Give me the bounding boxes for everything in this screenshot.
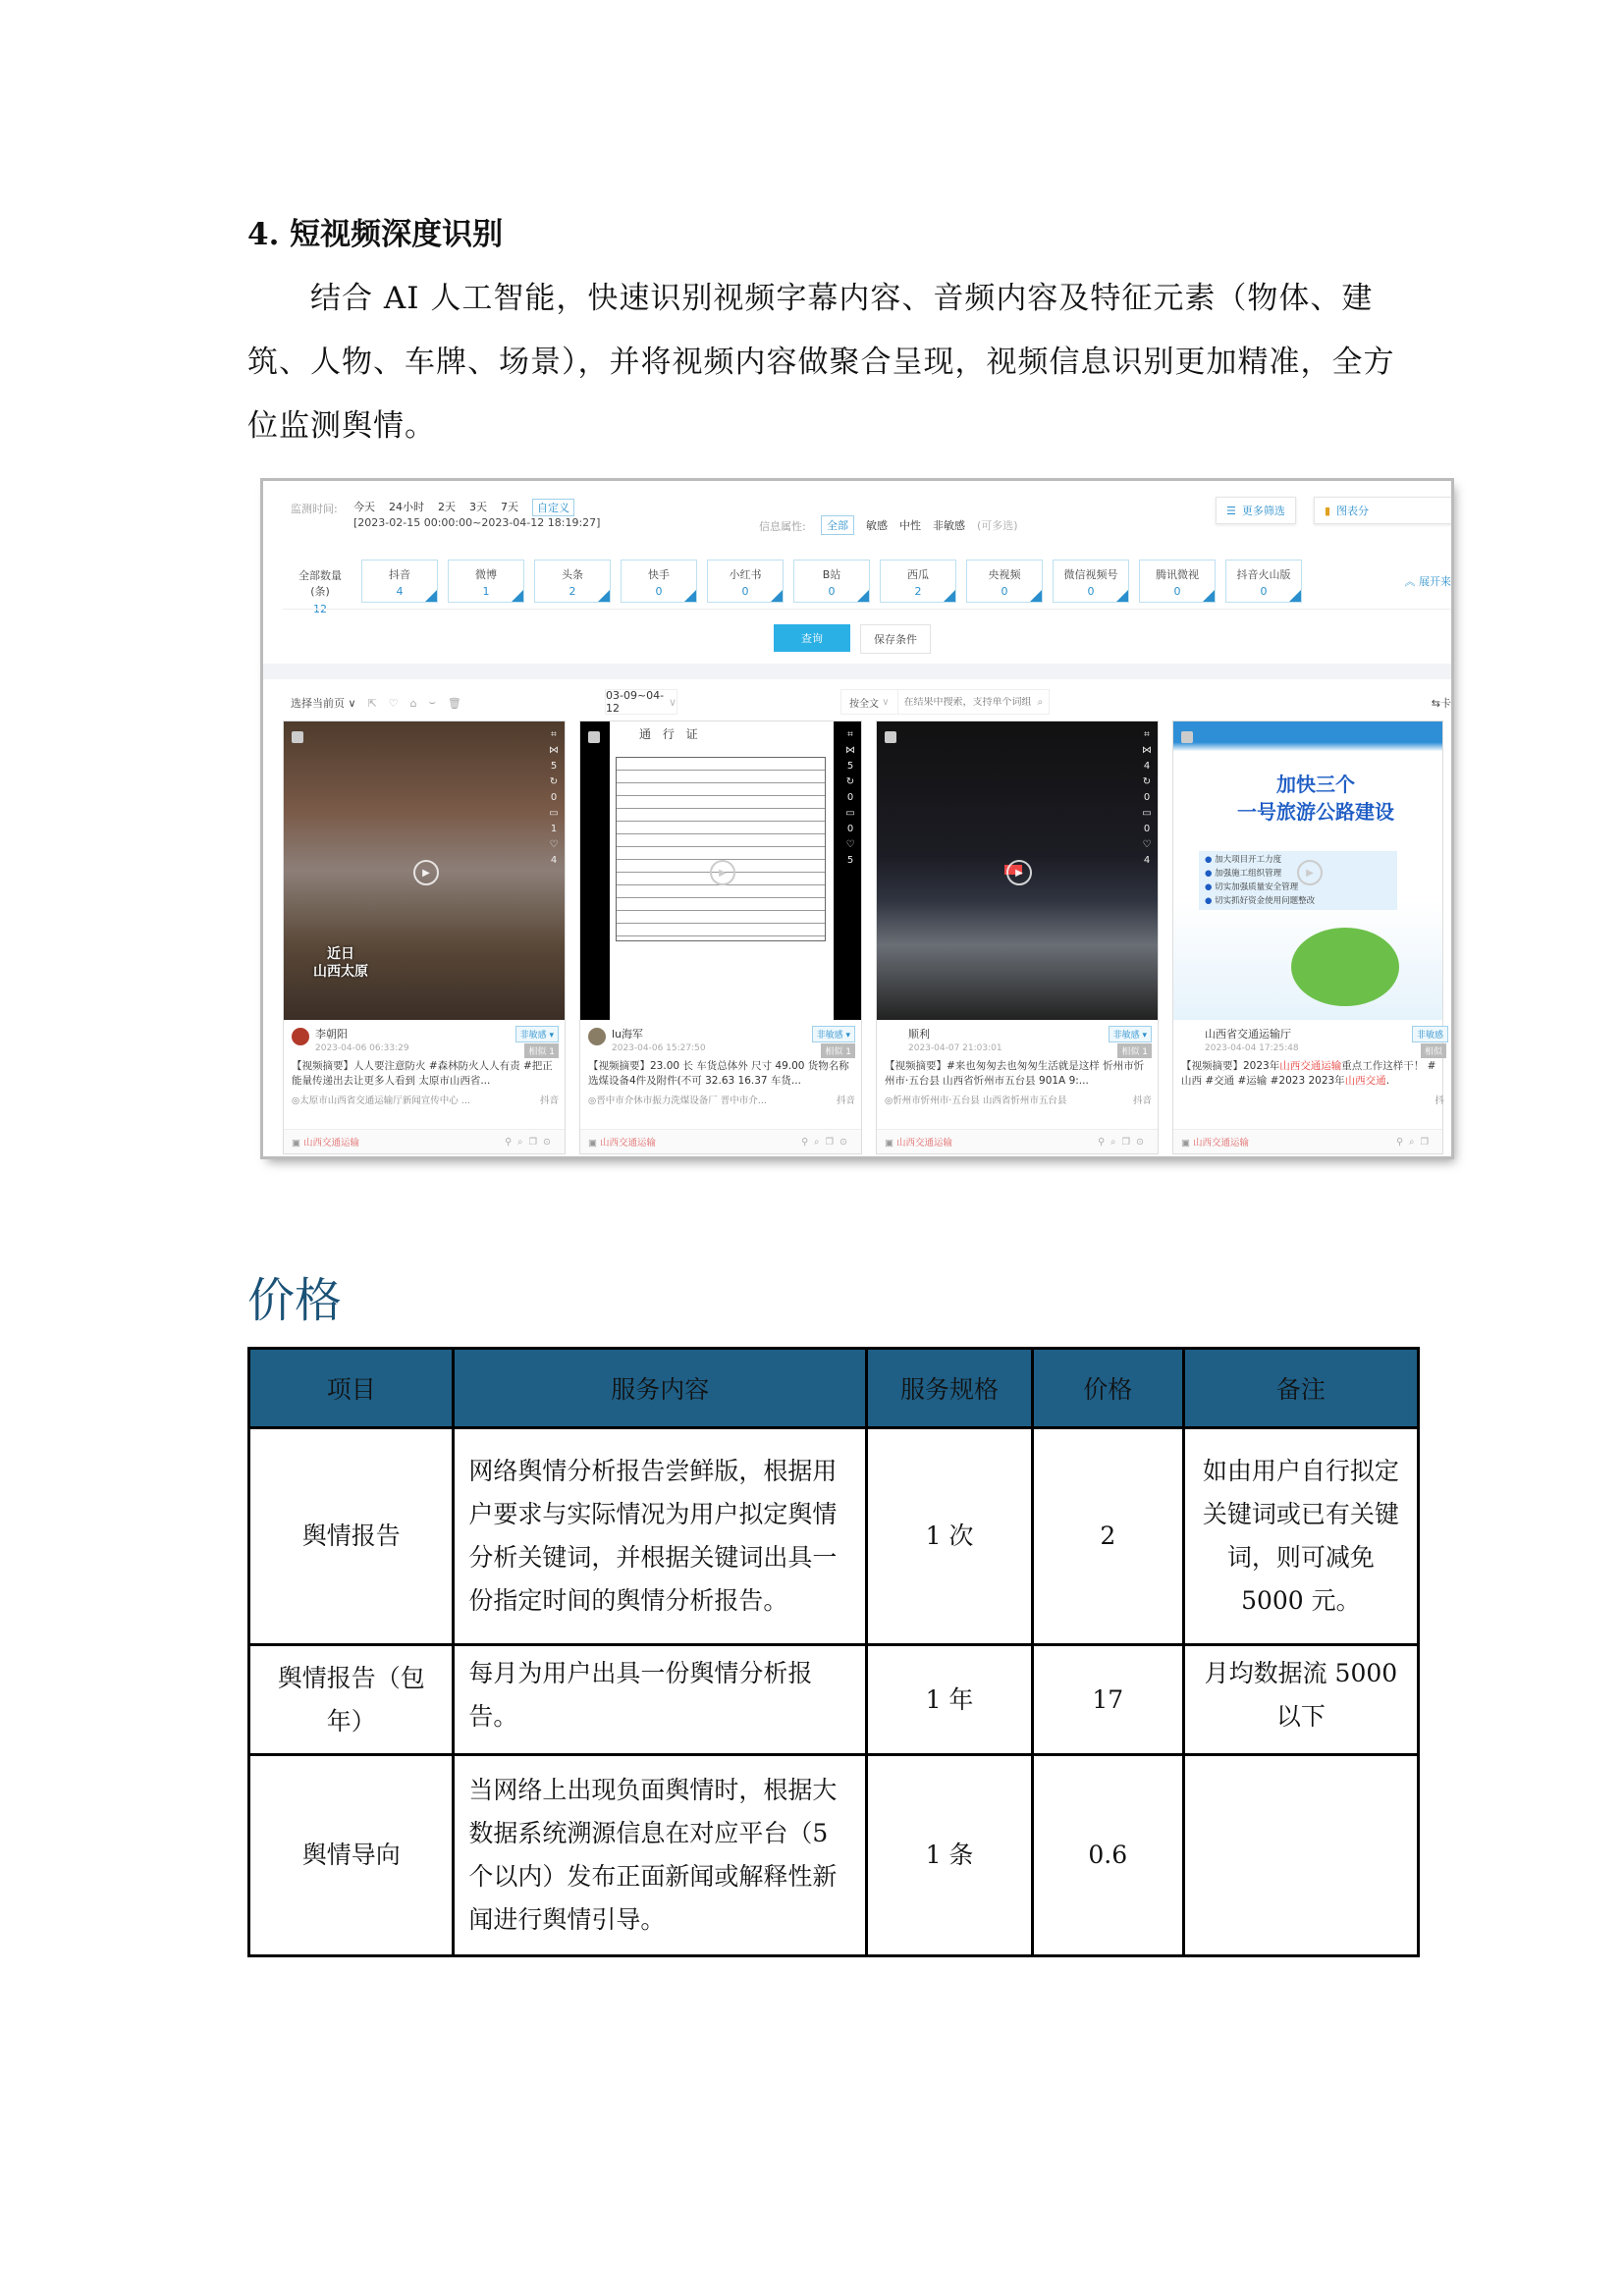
platform-name: 抖音火山版 xyxy=(1236,568,1291,581)
avatar xyxy=(588,1028,606,1045)
platform-count: 0 xyxy=(1087,585,1095,598)
cell-spec: 1 次 xyxy=(867,1428,1033,1645)
platform-name: B站 xyxy=(822,568,841,581)
source-platform: 抖音 xyxy=(1132,1095,1152,1106)
platform-filter[interactable] xyxy=(534,560,611,603)
cell-item: 舆情报告（包年） xyxy=(249,1645,454,1755)
cell-price: 0.6 xyxy=(1032,1755,1183,1956)
time-option-custom[interactable]: 自定义 xyxy=(532,499,574,516)
like-count: 5 xyxy=(846,855,854,866)
inspect-icon[interactable]: ⌕ xyxy=(1409,1136,1421,1148)
author-name[interactable]: 山西省交通运输厅 xyxy=(1205,1028,1291,1041)
platform-name: 抖音 xyxy=(389,568,410,581)
section-separator xyxy=(263,664,1451,679)
query-button[interactable]: 查询 xyxy=(774,624,850,652)
results-toolbar xyxy=(291,695,461,711)
attr-option-neutral[interactable]: 中性 xyxy=(899,519,921,532)
more-icon[interactable]: ⊙ xyxy=(543,1136,557,1148)
cell-content: 每月为用户出具一份舆情分析报告。 xyxy=(454,1645,867,1755)
inspect-icon[interactable]: ⌕ xyxy=(517,1136,529,1148)
share-icon: ⋈ xyxy=(549,745,559,756)
platform-count: 0 xyxy=(828,585,836,598)
account-label: 山西交通运输 xyxy=(896,1138,953,1148)
video-thumbnail[interactable] xyxy=(580,721,861,1020)
bullet-item: ● 切实加强质量安全管理 xyxy=(1205,882,1299,892)
table-row xyxy=(249,1428,1419,1645)
embedded-screenshot xyxy=(263,481,1451,1156)
author-name[interactable]: lu海军 xyxy=(612,1028,644,1041)
forward-count: 0 xyxy=(550,792,558,803)
sentiment-label: 非敏感 xyxy=(1416,1031,1443,1041)
card-meta xyxy=(580,1020,861,1134)
sentiment-dropdown[interactable]: 非敏感 ▾ xyxy=(1109,1026,1152,1042)
play-icon[interactable]: ▶ xyxy=(413,860,439,885)
check-corner-icon xyxy=(857,590,869,602)
price-title: 价格 xyxy=(247,1273,343,1328)
cell-note: 月均数据流 5000 以下 xyxy=(1183,1645,1418,1755)
location: ◎太原市山西省交通运输厅新闻宣传中心 ... xyxy=(292,1095,470,1106)
play-icon[interactable]: ▶ xyxy=(710,860,735,885)
summary-text: 【视频摘要】2023年 xyxy=(1181,1060,1280,1072)
account-label: 山西交通运输 xyxy=(1193,1138,1250,1148)
platform-count: 1 xyxy=(482,585,490,598)
time-option-7d[interactable]: 7天 xyxy=(501,501,518,513)
recognize-icon[interactable]: ⌗ xyxy=(847,729,853,740)
video-overlay-text: 近日 山西太原 xyxy=(313,946,368,980)
platform-name: 小红书 xyxy=(729,568,762,581)
trash-icon[interactable]: 🗑 xyxy=(447,696,461,710)
header-note: 备注 xyxy=(1183,1349,1418,1428)
monitor-account[interactable] xyxy=(588,1135,656,1148)
time-option-2d[interactable]: 2天 xyxy=(438,501,456,513)
card-footer xyxy=(580,1129,861,1153)
cell-content: 当网络上出现负面舆情时，根据大数据系统溯源信息在对应平台（5 个以内）发布正面新闻或解释性新闻进行舆情引导。 xyxy=(454,1755,867,1956)
forward-count: 0 xyxy=(846,792,854,803)
platform-count: 2 xyxy=(914,585,922,598)
comment-icon: ▭ xyxy=(845,808,855,819)
copy-icon[interactable]: ❐ xyxy=(528,1136,544,1148)
sentiment-label: 非敏感 xyxy=(1112,1031,1140,1041)
select-page-label: 选择当前页 xyxy=(291,697,345,710)
card-actions xyxy=(505,1137,557,1148)
platform-count: 0 xyxy=(1260,585,1268,598)
bullet-item: ● 加大项目开工力度 xyxy=(1205,855,1282,865)
cell-price: 17 xyxy=(1032,1645,1183,1755)
summary-highlight: 山西交通运输 xyxy=(1279,1060,1342,1072)
play-icon[interactable]: ▶ xyxy=(1297,860,1323,885)
copy-icon[interactable]: ❐ xyxy=(1121,1136,1137,1148)
like-icon: ♡ xyxy=(1142,839,1152,850)
inspect-icon[interactable]: ⌕ xyxy=(1110,1136,1122,1148)
check-corner-icon xyxy=(1289,590,1301,602)
like-icon: ♡ xyxy=(845,839,855,850)
share-count: 5 xyxy=(846,761,854,772)
chart-analysis-label: 图表分 xyxy=(1336,505,1370,517)
cell-spec: 1 年 xyxy=(867,1645,1033,1755)
card-footer xyxy=(877,1129,1158,1153)
forward-count: 0 xyxy=(1143,792,1151,803)
attr-option-non-sensitive[interactable]: 非敏感 xyxy=(933,519,965,532)
check-corner-icon xyxy=(598,590,610,602)
platform-filter[interactable] xyxy=(1225,560,1302,603)
copy-icon[interactable]: ❐ xyxy=(1420,1136,1435,1148)
forward-icon: ↻ xyxy=(1142,776,1152,787)
cell-note xyxy=(1183,1755,1418,1956)
card-footer xyxy=(1173,1129,1442,1153)
sentiment-label: 非敏感 xyxy=(519,1031,547,1041)
platform-filter[interactable] xyxy=(448,560,524,603)
recognize-icon[interactable]: ⌗ xyxy=(1144,729,1150,740)
card-footer xyxy=(284,1129,565,1153)
inspect-icon[interactable]: ⌕ xyxy=(814,1136,826,1148)
platform-filter[interactable] xyxy=(966,560,1043,603)
more-icon[interactable]: ⊙ xyxy=(1136,1136,1150,1148)
platform-name: 腾讯微视 xyxy=(1156,568,1199,581)
cell-item: 舆情导向 xyxy=(249,1755,454,1956)
link-icon[interactable]: ⚲ xyxy=(505,1136,518,1148)
tree-illustration xyxy=(1291,928,1399,1006)
post-time: 2023-04-07 21:03:01 xyxy=(908,1043,1002,1053)
header-price: 价格 xyxy=(1032,1349,1183,1428)
similar-badge[interactable]: 相似 1 xyxy=(1117,1043,1152,1058)
total-label: 全部数量(条) xyxy=(298,569,342,598)
card-checkbox[interactable] xyxy=(885,731,896,743)
platform-count: 0 xyxy=(1173,585,1181,598)
similar-badge[interactable]: 相似 1 xyxy=(524,1043,559,1058)
hide-eye-icon[interactable]: ⌣ xyxy=(428,696,436,709)
video-stats xyxy=(549,729,559,866)
forward-icon: ↻ xyxy=(549,776,559,787)
save-conditions-button[interactable]: 保存条件 xyxy=(860,624,931,654)
video-thumbnail[interactable] xyxy=(284,721,565,1020)
similar-badge[interactable]: 相似 1 xyxy=(821,1043,855,1058)
card-view-toggle[interactable] xyxy=(1432,695,1451,711)
heart-icon[interactable]: ♡ xyxy=(388,696,399,710)
video-thumbnail[interactable] xyxy=(1173,721,1442,1020)
sentiment-dropdown[interactable] xyxy=(1412,1026,1448,1042)
search-scope-label: 按全文 xyxy=(849,698,879,710)
platform-filter[interactable] xyxy=(1139,560,1216,603)
card-meta xyxy=(877,1020,1158,1134)
bullet-text: 切实抓好资金使用问题整改 xyxy=(1215,896,1316,906)
cell-note: 如由用户自行拟定关键词或已有关键词，则可减免 5000 元。 xyxy=(1183,1428,1418,1645)
platform-filter[interactable] xyxy=(361,560,438,603)
avatar xyxy=(292,1028,309,1045)
check-corner-icon xyxy=(1030,590,1042,602)
divider xyxy=(283,609,1451,610)
time-options xyxy=(353,499,574,516)
share-icon: ⋈ xyxy=(845,745,855,756)
time-option-today[interactable]: 今天 xyxy=(353,501,375,513)
more-icon[interactable]: ⊙ xyxy=(839,1136,853,1148)
video-overlay-text: 加快三个 一号旅游公路建设 xyxy=(1237,773,1394,824)
monitor-account[interactable] xyxy=(292,1135,359,1148)
table-row xyxy=(249,1645,1419,1755)
location: ◎晋中市介休市振力洗煤设备厂 晋中市介... xyxy=(588,1095,767,1106)
attr-option-all[interactable]: 全部 xyxy=(821,515,854,535)
recognize-icon[interactable]: ⌗ xyxy=(551,729,557,740)
author-name[interactable]: 李朝阳 xyxy=(315,1028,348,1041)
location: ◎忻州市忻州市·五台县 山西省忻州市五台县 xyxy=(885,1095,1067,1106)
attr-options xyxy=(821,515,1018,535)
ad-icon: ▣ xyxy=(1181,1138,1193,1148)
card-checkbox[interactable] xyxy=(588,731,600,743)
platform-name: 微博 xyxy=(475,568,497,581)
card-actions xyxy=(801,1137,853,1148)
check-corner-icon xyxy=(771,590,783,602)
account-label: 山西交通运输 xyxy=(303,1138,360,1148)
video-stats xyxy=(845,729,855,866)
monitor-account[interactable] xyxy=(1181,1135,1249,1148)
source-platform: 抖音 xyxy=(539,1095,559,1106)
header-item: 项目 xyxy=(249,1349,454,1428)
list-icon: ☰ xyxy=(1226,504,1236,517)
platform-filter[interactable] xyxy=(793,560,870,603)
video-summary[interactable]: 【视频摘要】人人要注意防火 #森林防火人人有责 #把正能量传递出去让更多人看到 太原市山西省... xyxy=(292,1060,553,1087)
section-heading: 4. 短视频深度识别 xyxy=(247,217,504,252)
expand-sources-button[interactable] xyxy=(1405,573,1452,589)
share-count: 4 xyxy=(1143,761,1151,772)
video-thumbnail[interactable] xyxy=(877,721,1158,1020)
bullet-text: 切实加强质量安全管理 xyxy=(1215,882,1299,892)
more-filter-label: 更多筛选 xyxy=(1241,505,1285,517)
platform-count: 2 xyxy=(568,585,576,598)
sentiment-dropdown[interactable]: 非敏感 ▾ xyxy=(515,1026,559,1042)
play-icon[interactable]: ▶ xyxy=(1006,860,1032,885)
chart-analysis-button[interactable] xyxy=(1314,497,1451,524)
video-card[interactable] xyxy=(283,721,566,1154)
select-page-dropdown[interactable]: 选择当前页 ∨ xyxy=(291,697,356,710)
bullet-item: ● 切实抓好资金使用问题整改 xyxy=(1205,896,1316,906)
check-corner-icon xyxy=(684,590,696,602)
summary-text: . xyxy=(1385,1075,1390,1087)
expand-label: 展开来 xyxy=(1419,575,1451,588)
section-paragraph xyxy=(247,267,1426,458)
card-meta xyxy=(284,1020,565,1134)
attr-hint: (可多选) xyxy=(977,519,1018,532)
time-label: 监测时间: xyxy=(291,503,338,515)
search-icon[interactable]: ⌕ xyxy=(1037,696,1044,708)
copy-icon[interactable]: ❐ xyxy=(825,1136,840,1148)
like-count: 4 xyxy=(1143,855,1151,866)
like-count: 4 xyxy=(550,855,558,866)
more-filter-button[interactable] xyxy=(1216,497,1296,524)
comment-count: 1 xyxy=(550,824,558,834)
share-icon: ⋈ xyxy=(1142,745,1152,756)
source-platform: 抖 xyxy=(1435,1095,1444,1106)
comment-count: 0 xyxy=(846,824,854,834)
switch-icon: ⇆ xyxy=(1431,697,1440,710)
video-card-list xyxy=(283,721,1443,1154)
bullet-item: ● 加强施工组织管理 xyxy=(1205,869,1282,879)
price-table xyxy=(247,1347,1420,1957)
date-range-value: 03-09~04-12 xyxy=(606,689,665,715)
platform-filter[interactable] xyxy=(621,560,697,603)
video-summary[interactable]: 【视频摘要】#来也匆匆去也匆匆生活就是这样 忻州市忻州市·五台县 山西省忻州市五台县 901A 9:... xyxy=(885,1060,1145,1087)
permit-title: 通 行 证 xyxy=(639,727,702,741)
header-content: 服务内容 xyxy=(454,1349,867,1428)
post-time: 2023-04-06 15:27:50 xyxy=(612,1043,706,1053)
platform-count: 4 xyxy=(396,585,404,598)
video-summary[interactable]: 【视频摘要】23.00 长 车货总体外 尺寸 49.00 货物名称 选煤设备4件及附件(不可 32.63 16.37 车货... xyxy=(588,1060,849,1087)
card-actions xyxy=(1396,1137,1435,1148)
platform-filter[interactable] xyxy=(1053,560,1129,603)
link-icon[interactable]: ⚲ xyxy=(801,1136,815,1148)
attr-label: 信息属性: xyxy=(759,520,806,533)
search-input[interactable] xyxy=(898,697,1038,708)
platform-filter[interactable] xyxy=(707,560,784,603)
check-corner-icon xyxy=(1116,590,1128,602)
ad-icon: ▣ xyxy=(588,1138,600,1148)
platform-name: 西瓜 xyxy=(907,568,929,581)
total-value: 12 xyxy=(313,603,327,615)
check-corner-icon xyxy=(425,590,437,602)
sentiment-label: 非敏感 xyxy=(816,1031,843,1041)
comment-icon: ▭ xyxy=(549,808,559,819)
check-corner-icon xyxy=(1203,590,1215,602)
video-summary[interactable] xyxy=(1181,1059,1436,1089)
post-time: 2023-04-06 06:33:29 xyxy=(315,1043,409,1053)
cell-content: 网络舆情分析报告尝鲜版，根据用户要求与实际情况为用户拟定舆情分析关键词，并根据关键词出具一份指定时间的舆情分析报告。 xyxy=(454,1428,867,1645)
like-icon: ♡ xyxy=(549,839,559,850)
table-header-row xyxy=(249,1349,1419,1428)
ad-icon: ▣ xyxy=(885,1138,896,1148)
forward-icon: ↻ xyxy=(845,776,855,787)
bullet-text: 加强施工组织管理 xyxy=(1215,869,1282,879)
link-icon[interactable]: ⚲ xyxy=(1396,1136,1410,1148)
source-platform: 抖音 xyxy=(836,1095,855,1106)
table-row xyxy=(249,1755,1419,1956)
comment-icon: ▭ xyxy=(1142,808,1152,819)
cell-item: 舆情报告 xyxy=(249,1428,454,1645)
card-meta xyxy=(1173,1020,1442,1134)
time-option-24h[interactable]: 24小时 xyxy=(389,501,424,513)
card-checkbox[interactable] xyxy=(292,731,303,743)
card-actions xyxy=(1098,1137,1150,1148)
post-time: 2023-04-04 17:25:48 xyxy=(1205,1043,1299,1053)
platform-count: 0 xyxy=(741,585,749,598)
tag-icon[interactable]: ⌂ xyxy=(409,696,417,710)
bullet-text: 加大项目开工力度 xyxy=(1215,855,1282,865)
paragraph-text: 结合 AI 人工智能，快速识别视频字幕内容、音频内容及特征元素（物体、建筑、人物、车牌、场景），并将视频内容做聚合呈现，视频信息识别更加精准，全方位监测舆情。 xyxy=(247,281,1395,444)
platform-name: 头条 xyxy=(562,568,583,581)
video-bullet-list xyxy=(1199,851,1397,910)
video-card[interactable] xyxy=(1172,721,1443,1154)
chevron-down-icon: ∨ xyxy=(668,695,677,709)
video-card[interactable] xyxy=(876,721,1159,1154)
cell-price: 2 xyxy=(1032,1428,1183,1645)
video-stats xyxy=(1142,729,1152,866)
bar-chart-icon: ▮ xyxy=(1325,504,1331,517)
export-icon[interactable]: ⇱ xyxy=(367,696,377,710)
video-card[interactable] xyxy=(579,721,862,1154)
platform-filter[interactable] xyxy=(880,560,956,603)
author-name[interactable]: 顺利 xyxy=(908,1028,930,1041)
summary-text: 重点工作这样干！ #山西 #交通 #运输 #2023 2023年 xyxy=(1181,1060,1436,1087)
header-spec: 服务规格 xyxy=(867,1349,1033,1428)
attr-option-sensitive[interactable]: 敏感 xyxy=(866,519,888,532)
result-search xyxy=(840,689,1050,715)
chevron-up-icon: ︽ xyxy=(1404,575,1419,588)
platform-count: 0 xyxy=(1001,585,1008,598)
permit-document-image xyxy=(616,757,826,941)
letterbox-left xyxy=(580,721,610,1020)
platform-name: 微信视频号 xyxy=(1063,568,1118,581)
monitor-account[interactable] xyxy=(885,1135,952,1148)
date-range-select[interactable] xyxy=(605,689,677,715)
ad-icon: ▣ xyxy=(292,1138,303,1148)
cell-spec: 1 条 xyxy=(867,1755,1033,1956)
platform-name: 央视频 xyxy=(988,568,1021,581)
share-count: 5 xyxy=(550,761,558,772)
card-view-label: 卡 xyxy=(1440,697,1451,710)
card-checkbox[interactable] xyxy=(1181,731,1193,743)
check-corner-icon xyxy=(512,590,523,602)
platform-filters xyxy=(361,560,1302,603)
comment-count: 0 xyxy=(1143,824,1151,834)
time-range: [2023-02-15 00:00:00~2023-04-12 18:19:27] xyxy=(353,516,601,529)
check-corner-icon xyxy=(944,590,955,602)
similar-badge[interactable]: 相似 xyxy=(1421,1043,1446,1058)
link-icon[interactable]: ⚲ xyxy=(1098,1136,1111,1148)
summary-highlight: 山西交通 xyxy=(1344,1075,1386,1087)
search-scope-select[interactable] xyxy=(841,690,898,714)
sentiment-dropdown[interactable]: 非敏感 ▾ xyxy=(812,1026,855,1042)
platform-name: 快手 xyxy=(648,568,670,581)
account-label: 山西交通运输 xyxy=(600,1138,657,1148)
chevron-down-icon: ∨ xyxy=(882,696,890,708)
time-option-3d[interactable]: 3天 xyxy=(469,501,487,513)
platform-count: 0 xyxy=(655,585,663,598)
